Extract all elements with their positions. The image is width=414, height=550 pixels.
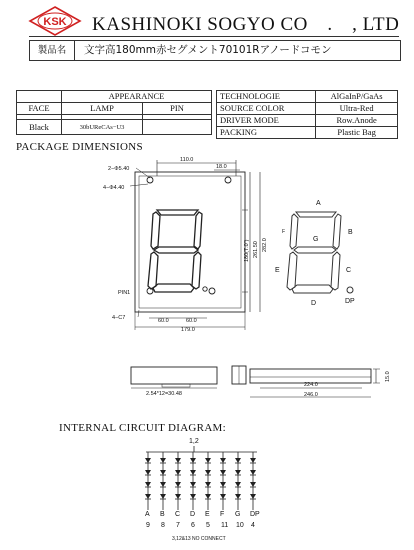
led-column — [205, 452, 211, 529]
led-diode — [175, 470, 181, 475]
led-diode — [250, 458, 256, 463]
spec-value: AlGaInP/GaAs — [316, 91, 398, 103]
led-column — [235, 452, 244, 529]
pin-number: 6 — [191, 522, 195, 529]
segment-dp-label: DP — [345, 298, 355, 305]
pin-number: 9 — [146, 522, 150, 529]
led-column — [175, 452, 181, 529]
led-diode — [235, 494, 241, 499]
circuit-title: INTERNAL CIRCUIT DIAGRAM: — [59, 422, 226, 434]
company-name: KASHINOKI SOGYO CO . , LTD — [92, 14, 400, 35]
segment-pin-label: E — [205, 511, 210, 518]
dim-depth: 15.0 — [385, 371, 391, 382]
pin-number: 5 — [206, 522, 210, 529]
led-diode — [205, 482, 211, 487]
segment-b-label: B — [348, 229, 353, 236]
dim-pitch: 2.54*12=30.48 — [146, 391, 182, 397]
segment-pin-label: G — [235, 511, 241, 518]
segment-pin-label: DP — [250, 511, 260, 518]
pin-number: 11 — [221, 522, 229, 529]
led-diode — [145, 470, 151, 475]
appearance-header: APPEARANCE — [62, 91, 212, 103]
led-diode — [235, 458, 241, 463]
spec-label: SOURCE COLOR — [217, 103, 316, 115]
segment-g-label: G — [313, 236, 319, 243]
led-diode — [175, 482, 181, 487]
led-diode — [190, 458, 196, 463]
led-column — [190, 452, 196, 529]
segment-pin-label: F — [220, 511, 225, 518]
led-diode — [220, 494, 226, 499]
dim-digit-height: 180(7.0") — [244, 239, 250, 262]
segment-pin-label: D — [190, 511, 196, 518]
led-diode — [250, 470, 256, 475]
led-diode — [235, 470, 241, 475]
led-diode — [160, 458, 166, 463]
spec-label: PACKING — [217, 127, 316, 139]
dim-bottom-width: 179.0 — [181, 327, 195, 333]
led-diode — [250, 494, 256, 499]
dim-side-b: 246.0 — [304, 392, 318, 398]
dim-side-a: 224.0 — [304, 382, 318, 388]
product-name-label: 製品名 — [30, 41, 75, 60]
led-diode — [235, 482, 241, 487]
led-diode — [190, 470, 196, 475]
pin1-label: PIN1 — [118, 290, 131, 296]
spec-label: TECHNOLOGIE — [217, 91, 316, 103]
spec-label: DRIVER MODE — [217, 115, 316, 127]
no-connect-note: 3,12&13 NO CONNECT — [172, 536, 226, 542]
pin-number: 4 — [251, 522, 255, 529]
led-diode — [250, 482, 256, 487]
segment-c-label: C — [346, 267, 352, 274]
segment-e-label: E — [275, 267, 280, 274]
package-dimensions-title: PACKAGE DIMENSIONS — [16, 141, 143, 153]
led-diode — [205, 458, 211, 463]
spec-value: Plastic Bag — [316, 127, 398, 139]
led-diode — [220, 458, 226, 463]
dim-top-width: 110.0 — [180, 157, 194, 163]
dim-seg-b: 60.0 — [186, 318, 197, 324]
led-diode — [220, 482, 226, 487]
pin-number: 10 — [236, 522, 244, 529]
led-diode — [145, 482, 151, 487]
dim-top-offset: 18.0 — [216, 164, 227, 170]
spec-value: Ultra-Red — [316, 103, 398, 115]
segment-f-label: F — [282, 229, 286, 235]
dim-hole: 2−Φ5.40 — [108, 166, 130, 172]
led-diode — [190, 482, 196, 487]
led-diode — [175, 458, 181, 463]
face-value: Black — [17, 120, 62, 135]
segment-pin-label: B — [160, 511, 165, 518]
logo-text: KSK — [43, 16, 67, 28]
spec-value: Row.Anode — [316, 115, 398, 127]
led-diode — [145, 458, 151, 463]
led-diode — [205, 494, 211, 499]
lamp-label: LAMP — [62, 103, 143, 115]
pin-number: 7 — [176, 522, 180, 529]
lamp-value: 30bUReCAs−U3 — [62, 120, 143, 135]
segment-d-label: D — [311, 300, 317, 307]
led-diode — [160, 494, 166, 499]
led-column — [220, 452, 228, 529]
led-column — [145, 452, 151, 529]
pin-label: PIN — [143, 103, 212, 115]
dim-height2: 282.0 — [262, 238, 268, 252]
segment-a-label: A — [316, 200, 321, 207]
product-name: 文字高180mm赤セグメント70101Rアノードコモン — [84, 44, 332, 56]
led-diode — [205, 470, 211, 475]
pin-number: 8 — [161, 522, 165, 529]
led-diode — [190, 494, 196, 499]
face-label: FACE — [17, 103, 62, 115]
segment-pin-label: C — [175, 511, 181, 518]
led-diode — [160, 482, 166, 487]
led-diode — [145, 494, 151, 499]
led-diode — [175, 494, 181, 499]
led-diode — [160, 470, 166, 475]
segment-pin-label: A — [145, 511, 150, 518]
dim-corner: 4−C7 — [112, 315, 126, 321]
dim-seg-a: 60.0 — [158, 318, 169, 324]
common-pins-label: 1,2 — [189, 438, 199, 445]
led-diode — [220, 470, 226, 475]
dim-pins-hole: 4−Φ4.40 — [103, 185, 125, 191]
led-column — [250, 452, 260, 529]
led-column — [160, 452, 166, 529]
dim-height1: 261.50 — [253, 241, 259, 258]
